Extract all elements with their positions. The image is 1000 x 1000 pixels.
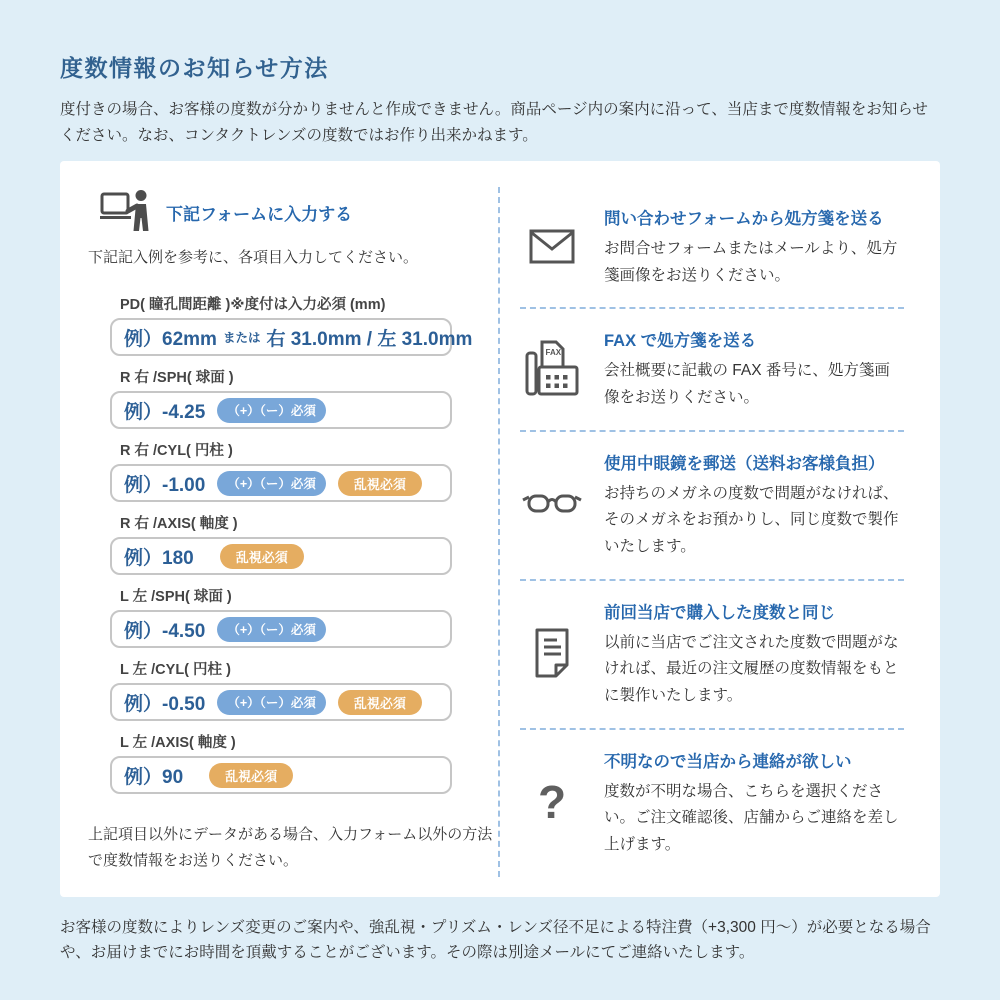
field-example-box bbox=[110, 464, 452, 502]
glasses-icon bbox=[520, 448, 584, 561]
field-label: R 右 /SPH( 球面 ) bbox=[120, 370, 234, 387]
method-description: お持ちのメガネの度数で問題がなければ、そのメガネをお預かりし、同じ度数で製作いたします。 bbox=[604, 484, 899, 556]
astigmatism-required-badge: 乱視必須 bbox=[338, 690, 422, 715]
field-label: R 右 /AXIS( 軸度 ) bbox=[120, 516, 238, 533]
method-title: 前回当店で購入した度数と同じ bbox=[604, 603, 835, 622]
field-pd bbox=[110, 293, 473, 356]
method-mail-glasses bbox=[520, 432, 904, 581]
method-contact-form bbox=[520, 187, 904, 309]
form-input-section bbox=[88, 187, 500, 877]
field-example-box bbox=[110, 756, 452, 794]
prescription-info-card bbox=[60, 161, 940, 897]
method-previous-order bbox=[520, 581, 904, 730]
example-value: 例）62mm bbox=[124, 328, 217, 350]
field-label: L 左 /CYL( 円柱 ) bbox=[120, 662, 231, 679]
method-title: 使用中眼鏡を郵送（送料お客様負担） bbox=[604, 454, 885, 473]
astigmatism-required-badge: 乱視必須 bbox=[338, 471, 422, 496]
method-title: 不明なので当店から連絡が欲しい bbox=[604, 752, 852, 771]
method-description: 以前に当店でご注文された度数で問題がなければ、最近の注文履歴の度数情報をもとに製作いたします。 bbox=[604, 633, 899, 705]
method-description: 会社概要に記載の FAX 番号に、処方箋画像をお送りください。 bbox=[604, 362, 890, 407]
field-label: PD( 瞳孔間距離 )※度付は入力必須 (mm) bbox=[120, 297, 386, 314]
form-example-fields bbox=[110, 293, 473, 794]
example-conjunction: または bbox=[222, 331, 261, 346]
question-icon: ? bbox=[537, 776, 567, 829]
example-value: 例）-4.50 bbox=[124, 620, 206, 642]
intro-text: 度付きの場合、お客様の度数が分かりませんと作成できません。商品ページ内の案内に沿って、当店まで度数情報をお知らせください。なお、コンタクトレンズの度数ではお作り出来かねます。 bbox=[60, 101, 928, 144]
form-note: 上記項目以外にデータがある場合、入力フォーム以外の方法で度数情報をお送りください。 bbox=[88, 826, 493, 869]
plus-minus-required-badge: （+）（ー）必須 bbox=[217, 398, 326, 423]
plus-minus-required-badge: （+）（ー）必須 bbox=[217, 471, 326, 496]
field-r-sph bbox=[110, 366, 452, 429]
method-unknown-contact-me bbox=[520, 730, 904, 877]
method-description: お問合せフォームまたはメールより、処方箋画像をお送りください。 bbox=[604, 240, 898, 284]
page-title: 度数情報のお知らせ方法 bbox=[60, 55, 329, 81]
field-r-cyl bbox=[110, 439, 452, 502]
field-l-axis bbox=[110, 731, 452, 794]
field-l-cyl bbox=[110, 658, 452, 721]
field-example-box bbox=[110, 683, 452, 721]
document-icon bbox=[520, 597, 584, 710]
example-value-2: 右 31.0mm / 左 31.0mm bbox=[266, 328, 473, 350]
form-section-header bbox=[88, 189, 498, 236]
envelope-icon bbox=[520, 203, 584, 289]
field-example-box bbox=[110, 610, 452, 648]
method-description: 度数が不明な場合、こちらを選択ください。ご注文確認後、店舗からご連絡を差し上げます。 bbox=[604, 782, 899, 853]
form-section-title: 下記フォームに入力する bbox=[166, 205, 353, 225]
method-title: 問い合わせフォームから処方箋を送る bbox=[604, 210, 884, 229]
svg-text:FAX: FAX bbox=[545, 347, 562, 357]
example-value: 例）-1.00 bbox=[124, 474, 206, 496]
plus-minus-required-badge: （+）（ー）必須 bbox=[217, 690, 326, 715]
astigmatism-required-badge: 乱視必須 bbox=[220, 544, 304, 569]
example-value: 例）90 bbox=[124, 766, 184, 788]
footer-note: お客様の度数によりレンズ変更のご案内や、強乱視・プリズム・レンズ径不足による特注費（+3,300 円～）が必要となる場合や、お届けまでにお時間を頂戴することがございます。その際は別途メールにてご連絡いたします。 bbox=[60, 918, 931, 962]
example-value: 例）180 bbox=[124, 547, 194, 569]
field-label: R 右 /CYL( 円柱 ) bbox=[120, 443, 233, 460]
field-example-box bbox=[110, 391, 452, 429]
example-value: 例）-4.25 bbox=[124, 401, 206, 423]
astigmatism-required-badge: 乱視必須 bbox=[209, 763, 293, 788]
alt-methods-section bbox=[500, 187, 912, 877]
field-example-box bbox=[110, 537, 452, 575]
field-label: L 左 /AXIS( 軸度 ) bbox=[120, 735, 236, 752]
form-instructions: 下記記入例を参考に、各項目入力してください。 bbox=[88, 249, 419, 267]
fax-icon bbox=[520, 325, 584, 411]
plus-minus-required-badge: （+）（ー）必須 bbox=[217, 617, 326, 642]
field-l-sph bbox=[110, 585, 452, 648]
field-example-box bbox=[110, 318, 473, 356]
method-fax bbox=[520, 309, 904, 431]
presenter-icon bbox=[100, 189, 152, 236]
method-title: FAX で処方箋を送る bbox=[604, 332, 757, 351]
field-label: L 左 /SPH( 球面 ) bbox=[120, 589, 232, 606]
example-value: 例）-0.50 bbox=[124, 693, 206, 715]
field-r-axis bbox=[110, 512, 452, 575]
